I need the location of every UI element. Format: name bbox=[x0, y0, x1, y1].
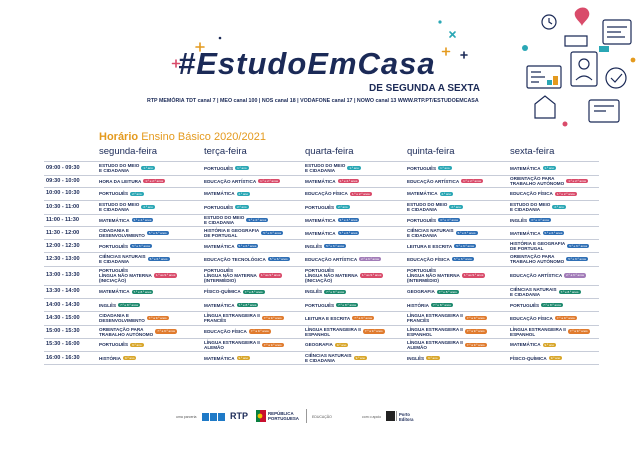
schedule-cell bbox=[305, 312, 374, 325]
grade-badge: 7.º a 9.º anos bbox=[148, 316, 167, 321]
subject-name: PORTUGUÊS bbox=[305, 204, 335, 210]
subject-name: LÍNGUA ESTRANGEIRA II FRANCÊS bbox=[204, 313, 260, 324]
time-slot: 13:00 - 13:30 bbox=[46, 272, 80, 278]
grade-badge: 5.º e 6.º anos bbox=[148, 230, 167, 235]
schedule-cell bbox=[99, 312, 169, 325]
grade-badge: 3.º e 4.º anos bbox=[440, 218, 458, 223]
grade-badge: 2.º a 6.º anos bbox=[361, 257, 380, 262]
grade-badge: 7.º a 9.º anos bbox=[364, 329, 383, 334]
subject-name: EDUCAÇÃO ARTÍSTICA bbox=[305, 256, 358, 262]
schedule-cell bbox=[407, 312, 487, 325]
schedule-cell bbox=[510, 286, 581, 299]
schedule-row bbox=[44, 311, 599, 325]
grade-badge: 2.º ano bbox=[143, 205, 153, 210]
grade-badge: 3.º e 4.º anos bbox=[133, 218, 152, 223]
schedule-row bbox=[44, 351, 599, 365]
subject-name: MATEMÁTICA bbox=[407, 191, 438, 197]
subject-name: EDUCAÇÃO TECNOLÓGICA bbox=[204, 256, 266, 262]
grade-badge: 7.º e 8.º anos bbox=[133, 289, 152, 294]
subject-name: MATEMÁTICA bbox=[305, 230, 336, 236]
porto-editora-logo-text: Porto Editora bbox=[399, 412, 414, 422]
schedule-cell bbox=[305, 162, 361, 175]
schedule-cell bbox=[510, 299, 563, 311]
schedule-cell bbox=[204, 286, 265, 299]
subject-name: HISTÓRIA E GEOGRAFIA DE PORTUGAL bbox=[510, 241, 566, 251]
time-slot: 12:00 - 12:30 bbox=[46, 242, 80, 249]
subject-name: CIDADANIA E DESENVOLVIMENTO bbox=[99, 313, 145, 324]
grade-badge: 5.º e 6.º anos bbox=[269, 257, 288, 262]
schedule-cell bbox=[99, 162, 155, 175]
schedule-title bbox=[99, 131, 266, 143]
schedule-cell bbox=[305, 253, 381, 266]
grade-badge: 5.º e 6.º anos bbox=[568, 257, 587, 262]
schedule-cell bbox=[407, 188, 453, 201]
subject-name: PORTUGUÊS bbox=[510, 302, 540, 308]
subject-name: INGLÊS bbox=[305, 243, 323, 249]
subject-name: CIÊNCIAS NATURAIS E CIDADANIA bbox=[305, 353, 352, 363]
subject-name: EDUCAÇÃO ARTÍSTICA bbox=[204, 178, 257, 184]
subject-name: INGLÊS bbox=[510, 217, 528, 223]
schedule-row bbox=[44, 239, 599, 252]
grade-badge: 2.º ano bbox=[132, 191, 142, 196]
schedule-cell bbox=[510, 201, 566, 214]
subject-name: PORTUGUÊS bbox=[407, 217, 437, 223]
subject-name: ESTUDO DO MEIO E CIDADANIA bbox=[510, 202, 551, 213]
subject-name: CIÊNCIAS NATURAIS E CIDADANIA bbox=[510, 286, 557, 297]
schedule-row bbox=[44, 161, 599, 175]
schedule-row bbox=[44, 338, 599, 352]
republica-logo-text: REPÚBLICA PORTUGUESA bbox=[268, 411, 299, 421]
subject-name: MATEMÁTICA bbox=[510, 230, 541, 236]
subject-name: ESTUDO DO MEIO E CIDADANIA bbox=[204, 215, 245, 226]
schedule-cell bbox=[305, 339, 348, 352]
grade-badge: 2.º ano bbox=[237, 205, 247, 210]
schedule-row bbox=[44, 252, 599, 266]
schedule-cell bbox=[204, 299, 258, 311]
subject-name: PORTUGUÊS bbox=[204, 165, 234, 171]
subject-name: PORTUGUÊS bbox=[99, 342, 129, 348]
subject-name: EDUCAÇÃO FÍSICA bbox=[204, 329, 247, 334]
grade-badge: 1.º ano bbox=[237, 166, 247, 171]
grade-badge: 1.º ao 9.º anos bbox=[155, 273, 176, 278]
schedule-cell bbox=[204, 240, 258, 252]
grade-badge: 7.º e 8.º anos bbox=[560, 289, 579, 294]
time-slot: 14:00 - 14:30 bbox=[46, 301, 80, 308]
grade-badge: 1.º e 2.º anos bbox=[556, 191, 575, 196]
subject-name: EDUCAÇÃO FÍSICA bbox=[407, 256, 450, 262]
grade-badge: 5.º e 6.º anos bbox=[453, 257, 472, 262]
subject-name: GEOGRAFIA bbox=[407, 289, 435, 295]
grade-badge: 5.º e 6.º anos bbox=[263, 230, 282, 235]
grade-badge: 7.º a 9.º anos bbox=[263, 342, 282, 347]
grade-badge: 1.º e 2.º anos bbox=[568, 178, 587, 183]
grade-badge: 7.º e 8.º anos bbox=[238, 302, 257, 307]
subject-name: LÍNGUA ESTRANGEIRA II ESPANHOL bbox=[510, 326, 566, 337]
schedule-row bbox=[44, 226, 599, 239]
schedule-cell bbox=[510, 267, 586, 285]
grade-badge: 9.º ano bbox=[355, 355, 366, 360]
subject-name: ORIENTAÇÃO PARA TRABALHO AUTÓNOMO bbox=[510, 254, 565, 265]
schedule-cell bbox=[99, 240, 152, 252]
grade-badge: 1.º e 2.º anos bbox=[463, 178, 482, 183]
grade-badge: 7.º a 9.º anos bbox=[250, 329, 269, 334]
schedule-cell bbox=[204, 253, 290, 266]
schedule-cell bbox=[305, 240, 346, 252]
schedule-cell bbox=[99, 253, 170, 266]
subject-name: LÍNGUA ESTRANGEIRA II FRANCÊS bbox=[407, 313, 463, 324]
subject-name: PORTUGUÊS bbox=[305, 302, 335, 308]
schedule-cell bbox=[204, 188, 250, 201]
subject-name: EDUCAÇÃO FÍSICA bbox=[305, 191, 348, 197]
time-slot: 15:00 - 15:30 bbox=[46, 328, 80, 334]
subject-name: HISTÓRIA E GEOGRAFIA DE PORTUGAL bbox=[204, 228, 260, 238]
subject-name: ESTUDO DO MEIO E CIDADANIA bbox=[305, 163, 346, 174]
schedule-row bbox=[44, 187, 599, 201]
subject-name: HISTÓRIA bbox=[99, 355, 121, 361]
subject-name: PORTUGUÊS LÍNGUA NÃO MATERNA (INTERMÉDIO) bbox=[407, 268, 460, 283]
day-header-4: sexta-feira bbox=[510, 146, 555, 157]
republica-flag-icon bbox=[256, 410, 266, 422]
grade-badge: 5.º e 6.º anos bbox=[238, 243, 257, 248]
rtp-mark-icon bbox=[202, 411, 226, 423]
grade-badge: 7.º a 9.º anos bbox=[466, 342, 485, 347]
subject-name: PORTUGUÊS bbox=[407, 165, 437, 171]
schedule-row bbox=[44, 298, 599, 311]
schedule-cell bbox=[99, 227, 169, 239]
grade-badge: 7.º a 9.º anos bbox=[263, 316, 282, 321]
subject-name: FÍSICO-QUÍMICA bbox=[204, 289, 241, 295]
time-slot: 10:00 - 10:30 bbox=[46, 190, 80, 197]
grade-badge: 9.º ano bbox=[544, 342, 554, 347]
subject-name: CIDADANIA E DESENVOLVIMENTO bbox=[99, 228, 145, 238]
schedule-cell bbox=[510, 227, 564, 239]
schedule-cell bbox=[407, 201, 463, 214]
schedule-row bbox=[44, 285, 599, 299]
hashtag-title: #EstudoEmCasa bbox=[178, 46, 436, 81]
grade-badge: 7.º a 9.º anos bbox=[466, 316, 485, 321]
schedule-cell bbox=[305, 267, 383, 285]
subject-name: HISTÓRIA bbox=[407, 302, 429, 308]
subject-name: GEOGRAFIA bbox=[305, 342, 333, 348]
subject-name: FÍSICO-QUÍMICA bbox=[510, 355, 547, 361]
schedule-cell bbox=[510, 352, 562, 364]
grade-badge: 1.º e 2.º anos bbox=[351, 191, 370, 196]
grade-badge: 7.º a 9.º anos bbox=[556, 316, 575, 321]
subject-name: MATEMÁTICA bbox=[99, 289, 130, 295]
grade-badge: 7.º e 8.º anos bbox=[438, 289, 457, 294]
schedule-cell bbox=[510, 339, 556, 352]
schedule-cell bbox=[204, 339, 284, 352]
schedule-cell bbox=[305, 188, 372, 201]
time-slot: 09:30 - 10:00 bbox=[46, 177, 80, 184]
grade-badge: 5.º e 6.º anos bbox=[456, 243, 475, 248]
subject-name: MATEMÁTICA bbox=[510, 342, 541, 348]
grade-badge: 7.º e 8.º anos bbox=[244, 289, 263, 294]
day-header-0: segunda-feira bbox=[99, 146, 158, 157]
subject-name: ORIENTAÇÃO PARA TRABALHO AUTÓNOMO bbox=[99, 326, 154, 337]
subject-name: LÍNGUA ESTRANGEIRA II ALEMÃO bbox=[204, 339, 260, 350]
schedule-cell bbox=[305, 352, 367, 364]
subject-name: LÍNGUA ESTRANGEIRA II ALEMÃO bbox=[407, 339, 463, 350]
grade-badge: 5.º e 6.º anos bbox=[132, 243, 150, 248]
grade-badge: 1.º ao 9.º anos bbox=[260, 273, 281, 278]
time-slot: 10:30 - 11:00 bbox=[46, 203, 80, 210]
schedule-cell bbox=[99, 267, 177, 285]
grade-badge: 9.º ano bbox=[550, 355, 561, 360]
grade-badge: 5.º e 6.º anos bbox=[326, 243, 344, 248]
time-slot: 16:00 - 16:30 bbox=[46, 354, 80, 361]
grade-badge: 7.º e 8.º anos bbox=[543, 302, 561, 307]
grade-badge: 5.º e 6.º anos bbox=[149, 257, 168, 262]
subject-name: INGLÊS bbox=[99, 302, 117, 308]
subject-name: MATEMÁTICA bbox=[510, 165, 541, 171]
partners-label: uma parceria bbox=[176, 415, 197, 419]
subject-name: CIÊNCIAS NATURAIS E CIDADANIA bbox=[99, 254, 146, 265]
subject-name: EDUCAÇÃO ARTÍSTICA bbox=[407, 178, 460, 184]
schedule-row bbox=[44, 214, 599, 227]
schedule-cell bbox=[305, 227, 359, 239]
grade-badge: 7.º a 9.º anos bbox=[569, 329, 588, 334]
schedule-row bbox=[44, 200, 599, 214]
schedule-title-rest: Ensino Básico 2020/2021 bbox=[141, 131, 266, 143]
schedule-cell bbox=[204, 215, 268, 227]
schedule-cell bbox=[99, 352, 136, 364]
subject-name: MATEMÁTICA bbox=[204, 355, 235, 361]
subject-name: LÍNGUA ESTRANGEIRA II ESPANHOL bbox=[305, 326, 361, 337]
subject-name: EDUCAÇÃO FÍSICA bbox=[510, 315, 553, 321]
schedule-cell bbox=[204, 267, 282, 285]
schedule-row bbox=[44, 325, 599, 338]
subject-name: ESTUDO DO MEIO E CIDADANIA bbox=[407, 202, 448, 213]
schedule-cell bbox=[510, 176, 588, 187]
schedule-cell bbox=[305, 215, 359, 227]
support-label: com o apoio bbox=[362, 415, 382, 419]
schedule-cell bbox=[305, 176, 359, 187]
grade-badge: 9.º ano bbox=[336, 342, 347, 347]
schedule-cell bbox=[204, 201, 249, 214]
time-slot: 13:30 - 14:00 bbox=[46, 288, 80, 295]
grade-badge: 2.º ano bbox=[554, 205, 564, 210]
subject-name: PORTUGUÊS LÍNGUA NÃO MATERNA (INTERMÉDIO) bbox=[204, 268, 257, 283]
subject-name: INGLÊS bbox=[305, 289, 323, 295]
subject-name: LEITURA E ESCRITA bbox=[305, 315, 351, 321]
grade-badge: 2.º ano bbox=[451, 205, 461, 210]
time-slot: 12:30 - 13:00 bbox=[46, 255, 80, 262]
subject-name: MATEMÁTICA bbox=[204, 243, 235, 249]
grade-badge: 7.º a 9.º anos bbox=[466, 329, 485, 334]
schedule-cell bbox=[407, 227, 478, 239]
subject-name: PORTUGUÊS bbox=[99, 243, 129, 249]
schedule-cell bbox=[407, 339, 487, 352]
schedule-cell bbox=[99, 299, 140, 311]
subject-name: CIÊNCIAS NATURAIS E CIDADANIA bbox=[407, 228, 454, 238]
header-subtitle: DE SEGUNDA A SEXTA bbox=[369, 83, 480, 94]
schedule-grid bbox=[44, 161, 599, 365]
schedule-cell bbox=[99, 286, 153, 299]
day-header-3: quinta-feira bbox=[407, 146, 455, 157]
schedule-cell bbox=[407, 240, 476, 252]
subject-name: PORTUGUÊS LÍNGUA NÃO MATERNA (INICIAÇÃO) bbox=[99, 268, 152, 283]
grade-badge: 1.º ao 9.º anos bbox=[463, 273, 484, 278]
time-slot: 11:30 - 12:00 bbox=[46, 229, 80, 236]
schedule-cell bbox=[407, 162, 452, 175]
grade-badge: 9.º ano bbox=[132, 342, 142, 347]
subject-name: PORTUGUÊS bbox=[99, 191, 129, 197]
subject-name: LÍNGUA ESTRANGEIRA II ESPANHOL bbox=[407, 326, 463, 337]
grade-badge: 1.º e 2.º anos bbox=[145, 178, 164, 183]
educacao-label: EDUCAÇÃO bbox=[312, 415, 332, 419]
footer-logos bbox=[176, 407, 436, 427]
rtp-logo-text: RTP bbox=[230, 411, 248, 421]
schedule-cell bbox=[407, 215, 460, 227]
time-slot: 11:00 - 11:30 bbox=[46, 216, 79, 223]
grade-badge: 7.º e 8.º anos bbox=[120, 302, 138, 307]
schedule-cell bbox=[204, 326, 271, 338]
schedule-cell bbox=[510, 188, 577, 201]
grade-badge: 2.º ano bbox=[441, 191, 451, 196]
grade-badge: 5.º e 6.º anos bbox=[569, 243, 588, 248]
schedule-cell bbox=[204, 312, 284, 325]
grade-badge: 7.º a 9.º anos bbox=[157, 329, 176, 334]
subject-name: ORIENTAÇÃO PARA TRABALHO AUTÓNOMO bbox=[510, 176, 565, 186]
time-slot: 15:30 - 16:00 bbox=[46, 341, 80, 348]
day-header-2: quarta-feira bbox=[305, 146, 354, 157]
grade-badge: 1.º ano bbox=[143, 166, 153, 171]
schedule-cell bbox=[407, 352, 440, 364]
schedule-cell bbox=[204, 352, 250, 364]
grade-badge: 1.º ano bbox=[440, 166, 450, 171]
schedule-cell bbox=[510, 326, 590, 338]
subject-name: EDUCAÇÃO FÍSICA bbox=[510, 191, 553, 197]
grade-badge: 2.º ano bbox=[338, 205, 348, 210]
schedule-cell bbox=[305, 201, 350, 214]
schedule-cell bbox=[510, 253, 588, 266]
grade-badge: 5.º e 6.º anos bbox=[457, 230, 476, 235]
schedule-cell bbox=[407, 286, 459, 299]
grade-badge: 5.º e 6.º anos bbox=[544, 230, 563, 235]
grade-badge: 1.º e 2.º anos bbox=[260, 178, 279, 183]
grade-badge: 3.º e 4.º anos bbox=[339, 218, 358, 223]
schedule-cell bbox=[99, 326, 177, 338]
grade-badge: 7.º e 8.º anos bbox=[432, 302, 451, 307]
grade-badge: 3.º e 4.º anos bbox=[248, 218, 267, 223]
schedule-row bbox=[44, 266, 599, 285]
grade-badge: 9.º ano bbox=[428, 355, 438, 360]
subject-name: MATEMÁTICA bbox=[204, 302, 235, 308]
grade-badge: 1.º ano bbox=[544, 166, 554, 171]
day-header-1: terça-feira bbox=[204, 146, 247, 157]
schedule-cell bbox=[407, 176, 483, 187]
schedule-cell bbox=[407, 326, 487, 338]
grade-badge: 7.º e 8.º anos bbox=[338, 302, 356, 307]
schedule-cell bbox=[99, 201, 155, 214]
schedule-cell bbox=[510, 162, 556, 175]
grade-badge: 7.º a 9.º anos bbox=[354, 316, 373, 321]
schedule-cell bbox=[510, 312, 577, 325]
subject-name: LEITURA E ESCRITA bbox=[407, 243, 453, 249]
subject-name: EDUCAÇÃO ARTÍSTICA bbox=[510, 273, 563, 278]
subject-name: ESTUDO DO MEIO E CIDADANIA bbox=[99, 202, 140, 213]
grade-badge: 1.º e 2.º anos bbox=[339, 178, 358, 183]
schedule-cell bbox=[305, 326, 385, 338]
subject-name: MATEMÁTICA bbox=[204, 191, 235, 197]
schedule-cell bbox=[99, 339, 144, 352]
subject-name: MATEMÁTICA bbox=[305, 217, 336, 223]
schedule-row bbox=[44, 175, 599, 187]
schedule-cell bbox=[99, 176, 165, 187]
schedule-cell bbox=[204, 227, 283, 239]
subject-name: ESTUDO DO MEIO E CIDADANIA bbox=[99, 163, 140, 174]
time-slot: 09:00 - 09:30 bbox=[46, 164, 80, 171]
grade-badge: 9.º ano bbox=[238, 355, 248, 360]
schedule-cell bbox=[407, 267, 485, 285]
schedule-title-bold: Horário bbox=[99, 131, 139, 143]
schedule-cell bbox=[99, 188, 144, 201]
grade-badge: 2.º ano bbox=[238, 191, 248, 196]
grade-badge: 9.º ano bbox=[124, 355, 135, 360]
grade-badge: 3.º e 4.º anos bbox=[531, 218, 549, 223]
subject-name: INGLÊS bbox=[407, 355, 425, 361]
online-learning-illustration-icon bbox=[515, 0, 640, 135]
grade-badge: 1.º ao 9.º anos bbox=[361, 273, 382, 278]
time-slot: 14:30 - 15:00 bbox=[46, 314, 80, 321]
schedule-cell bbox=[204, 176, 280, 187]
schedule-cell bbox=[407, 253, 474, 266]
schedule-cell bbox=[305, 286, 346, 299]
subject-name: HORA DA LEITURA bbox=[99, 178, 142, 184]
grade-badge: 2.º a 6.º anos bbox=[566, 273, 585, 278]
schedule-cell bbox=[204, 162, 249, 175]
subject-name: PORTUGUÊS bbox=[204, 204, 234, 210]
grade-badge: 1.º ano bbox=[349, 166, 359, 171]
schedule-cell bbox=[99, 215, 153, 227]
grade-badge: 7.º e 8.º anos bbox=[326, 289, 344, 294]
schedule-cell bbox=[407, 299, 453, 311]
schedule-cell bbox=[305, 299, 358, 311]
grade-badge: 5.º e 6.º anos bbox=[339, 230, 358, 235]
subject-name: MATEMÁTICA bbox=[99, 217, 130, 223]
schedule-cell bbox=[510, 215, 551, 227]
subject-name: MATEMÁTICA bbox=[305, 178, 336, 184]
channels-line: RTP MEMÓRIA TDT canal 7 | MEO canal 100 | NOS canal 18 | VODAFONE canal 17 | NOWO canal 13 WWW.RTP.PT/ESTUDOEMCASA bbox=[147, 98, 479, 104]
subject-name: PORTUGUÊS LÍNGUA NÃO MATERNA (INICIAÇÃO) bbox=[305, 268, 358, 283]
schedule-cell bbox=[510, 240, 589, 252]
